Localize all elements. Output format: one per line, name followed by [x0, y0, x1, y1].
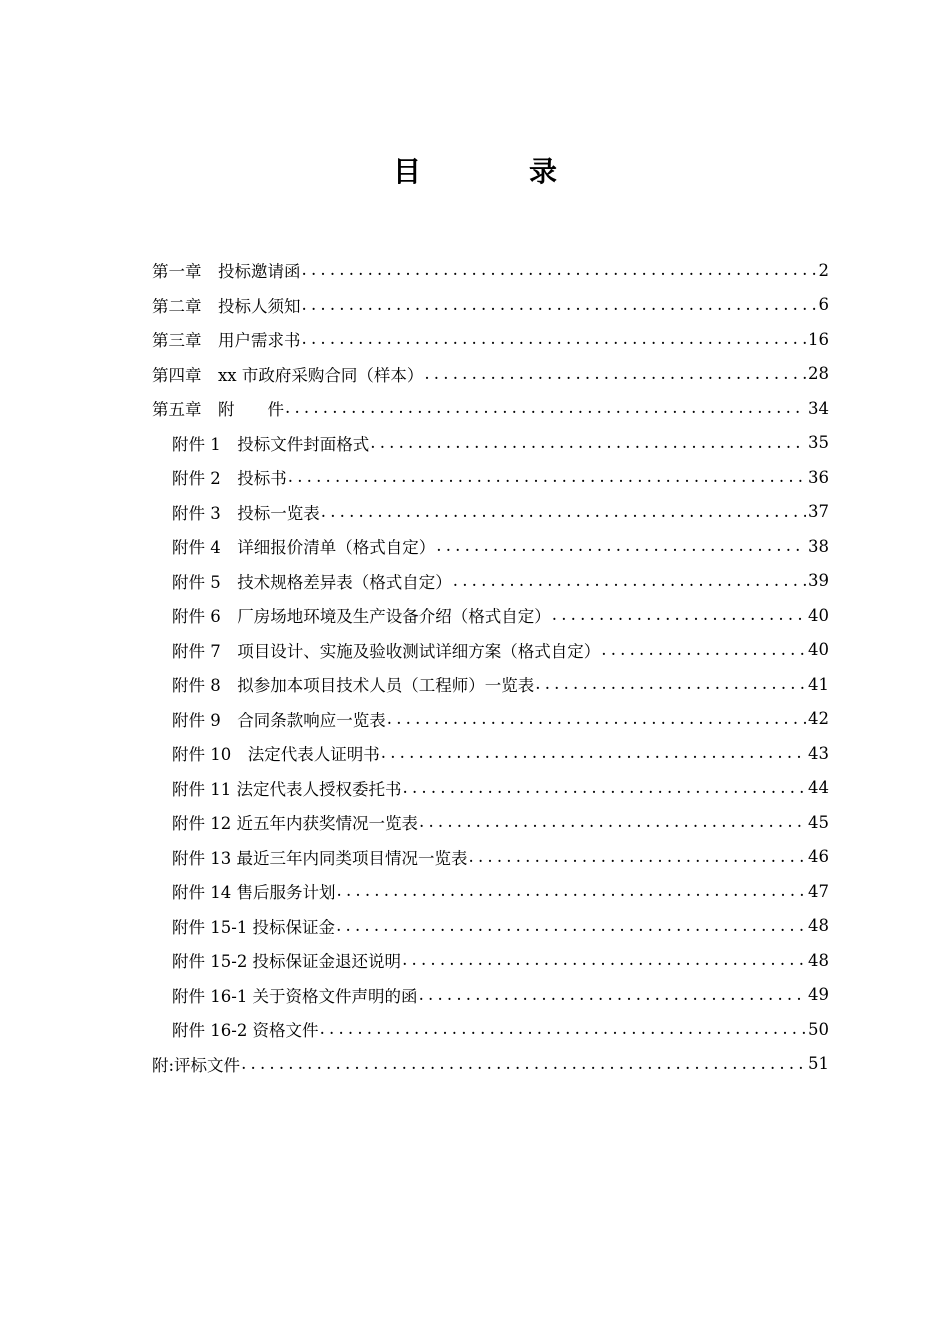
- toc-entry[interactable]: [152, 840, 829, 875]
- toc-entry-label: 附件 14 售后服务计划: [172, 883, 336, 903]
- toc-leader-dots: [301, 331, 807, 348]
- toc-leader-dots: [418, 814, 806, 831]
- toc-entry[interactable]: [152, 529, 829, 564]
- toc-leader-dots: [380, 745, 806, 762]
- toc-entry[interactable]: [152, 322, 829, 357]
- toc-entry[interactable]: [152, 357, 829, 392]
- toc-entry-label: 附件 9 合同条款响应一览表: [172, 710, 386, 730]
- toc-entry-page-number: 49: [808, 985, 829, 1005]
- toc-entry-page-number: 28: [808, 364, 829, 384]
- toc-entry[interactable]: [152, 943, 829, 978]
- toc-leader-dots: [468, 849, 807, 866]
- toc-leader-dots: [402, 780, 807, 797]
- toc-entry-page-number: 45: [808, 812, 829, 832]
- toc-title: 目 录: [392, 155, 597, 188]
- toc-entry[interactable]: [152, 598, 829, 633]
- toc-entry-page-number: 34: [808, 398, 829, 418]
- toc-leader-dots: [418, 987, 806, 1004]
- toc-entry-label: 附件 6 厂房场地环境及生产设备介绍（格式自定）: [172, 607, 551, 627]
- toc-entry-label: 第三章 用户需求书: [152, 331, 301, 351]
- toc-leader-dots: [335, 918, 806, 935]
- toc-entry[interactable]: [152, 667, 829, 702]
- toc-entry-label: 第二章 投标人须知: [152, 296, 301, 316]
- toc-entry-page-number: 40: [808, 605, 829, 625]
- toc-entry[interactable]: [152, 874, 829, 909]
- toc-entry-page-number: 38: [808, 536, 829, 556]
- toc-entry-label: 附:评标文件: [152, 1055, 241, 1075]
- toc-entry-label: 附件 5 技术规格差异表（格式自定）: [172, 572, 452, 592]
- toc-entry[interactable]: [152, 426, 829, 461]
- toc-entry-page-number: 36: [808, 467, 829, 487]
- toc-entry[interactable]: [152, 805, 829, 840]
- toc-entry-page-number: 48: [808, 916, 829, 936]
- toc-entry[interactable]: [152, 288, 829, 323]
- toc-entry[interactable]: [152, 736, 829, 771]
- toc-entry-page-number: 37: [808, 502, 829, 522]
- toc-entry-page-number: 35: [808, 433, 829, 453]
- toc-entry-page-number: 51: [808, 1054, 829, 1074]
- toc-entry-page-number: 40: [808, 640, 829, 660]
- toc-leader-dots: [320, 504, 806, 521]
- toc-entry-page-number: 2: [818, 260, 829, 280]
- toc-entry-page-number: 44: [808, 778, 829, 798]
- toc-entry-label: 附件 16-2 资格文件: [172, 1021, 319, 1041]
- toc-leader-dots: [301, 262, 817, 279]
- toc-entry-page-number: 42: [808, 709, 829, 729]
- toc-leader-dots: [284, 400, 806, 417]
- toc-entry[interactable]: [152, 633, 829, 668]
- toc-entry-label: 附件 7 项目设计、实施及验收测试详细方案（格式自定）: [172, 641, 601, 661]
- toc-entry-label: 附件 13 最近三年内同类项目情况一览表: [172, 848, 468, 868]
- toc-leader-dots: [301, 297, 817, 314]
- toc-leader-dots: [452, 573, 806, 590]
- toc-leader-dots: [401, 952, 806, 969]
- toc-leader-dots: [423, 366, 806, 383]
- toc-entry-label: 第五章 附 件: [152, 400, 284, 420]
- toc-entry-page-number: 43: [808, 743, 829, 763]
- toc-leader-dots: [319, 1021, 806, 1038]
- toc-entry[interactable]: [152, 978, 829, 1013]
- toc-leader-dots: [287, 469, 806, 486]
- toc-entry-page-number: 6: [818, 295, 829, 315]
- toc-entry-page-number: 46: [808, 847, 829, 867]
- toc-entry-label: 附件 16-1 关于资格文件声明的函: [172, 986, 418, 1006]
- toc-leader-dots: [435, 538, 806, 555]
- toc-entry[interactable]: [152, 495, 829, 530]
- toc-entry-page-number: 50: [808, 1019, 829, 1039]
- toc-entry[interactable]: [152, 253, 829, 288]
- toc-entry-label: 附件 1 投标文件封面格式: [172, 434, 370, 454]
- toc-entry-label: 第四章 xx 市政府采购合同（样本）: [152, 365, 424, 385]
- toc-leader-dots: [386, 711, 806, 728]
- toc-entry-page-number: 48: [808, 950, 829, 970]
- table-of-contents: [152, 253, 829, 1081]
- toc-leader-dots: [534, 676, 806, 693]
- toc-entry[interactable]: [152, 909, 829, 944]
- toc-entry-label: 附件 4 详细报价清单（格式自定）: [172, 538, 436, 558]
- toc-leader-dots: [336, 883, 807, 900]
- toc-entry[interactable]: [152, 771, 829, 806]
- toc-entry-page-number: 16: [808, 329, 829, 349]
- toc-entry-label: 附件 12 近五年内获奖情况一览表: [172, 814, 418, 834]
- toc-leader-dots: [240, 1056, 806, 1073]
- toc-entry-label: 附件 10 法定代表人证明书: [172, 745, 380, 765]
- toc-leader-dots: [369, 435, 806, 452]
- toc-entry[interactable]: [152, 564, 829, 599]
- toc-entry[interactable]: [152, 1047, 829, 1082]
- toc-entry[interactable]: [152, 391, 829, 426]
- toc-leader-dots: [551, 607, 806, 624]
- toc-entry-page-number: 41: [808, 674, 829, 694]
- toc-entry[interactable]: [152, 1012, 829, 1047]
- toc-entry-label: 第一章 投标邀请函: [152, 262, 301, 282]
- toc-entry-label: 附件 11 法定代表人授权委托书: [172, 779, 402, 799]
- toc-entry[interactable]: [152, 460, 829, 495]
- toc-entry-label: 附件 2 投标书: [172, 469, 287, 489]
- toc-entry-label: 附件 8 拟参加本项目技术人员（工程师）一览表: [172, 676, 535, 696]
- toc-entry-page-number: 47: [808, 881, 829, 901]
- toc-entry-label: 附件 15-2 投标保证金退还说明: [172, 952, 402, 972]
- toc-entry-label: 附件 15-1 投标保证金: [172, 917, 336, 937]
- toc-entry-page-number: 39: [808, 571, 829, 591]
- toc-entry-label: 附件 3 投标一览表: [172, 503, 320, 523]
- toc-entry[interactable]: [152, 702, 829, 737]
- toc-leader-dots: [600, 642, 806, 659]
